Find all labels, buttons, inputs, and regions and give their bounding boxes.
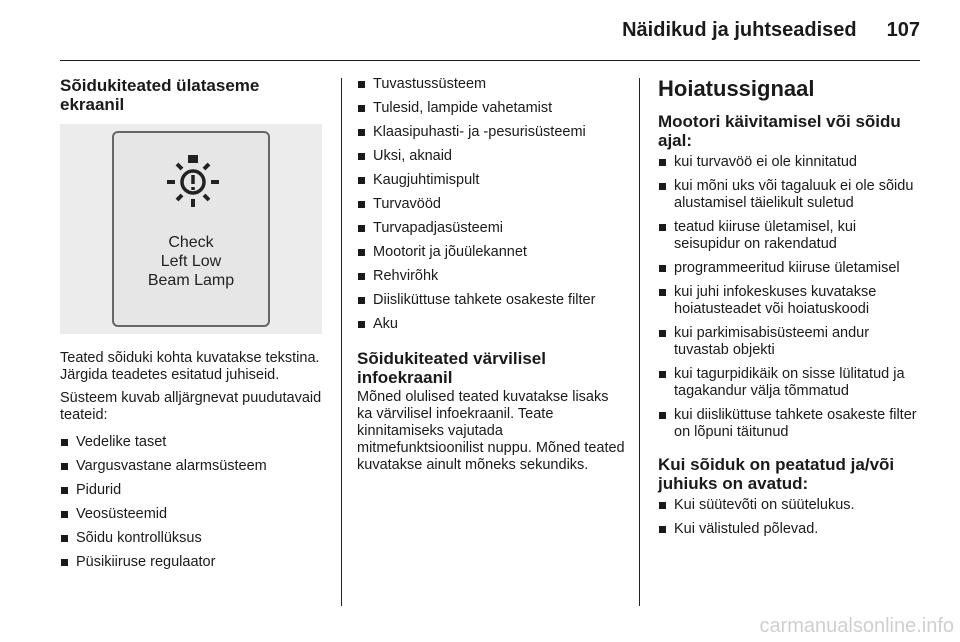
list-item: kui mõni uks või tagaluuk ei ole sõidu alustamisel täielikult suletud [658, 178, 920, 212]
list-item: Püsikiiruse regulaator [60, 554, 322, 571]
display-line: Beam Lamp [147, 272, 235, 289]
list-item: Rehvirõhk [357, 268, 625, 285]
list-item: Kui süütevõti on süütelukus. [658, 497, 920, 514]
warning-list-1 [658, 154, 920, 441]
list-item: Veosüsteemid [60, 506, 322, 523]
list-item: Vedelike taset [60, 434, 322, 451]
list-item: Klaasipuhasti- ja -pesurisüsteemi [357, 124, 625, 141]
page-header [60, 14, 920, 46]
paragraph: Mõned olulised teated kuvatakse lisaks ka värvilisel infoekraanil. Teate kinnitamiseks vajutada mitmefunktsioonilist nuppu. Mõned teated kuvatakse ainult mõneks sekundiks. [357, 389, 625, 473]
display-panel [112, 131, 270, 327]
column-3 [658, 76, 920, 548]
list-item: Aku [357, 316, 625, 333]
header-rule [60, 60, 920, 61]
list-item: Kui välistuled põlevad. [658, 521, 920, 538]
list-item: programmeeritud kiiruse ületamisel [658, 260, 920, 277]
watermark-text: carmanualsonline.info [759, 615, 954, 637]
list-item: Turvapadjasüsteemi [357, 220, 625, 237]
section-title-warning-signal: Hoiatussignaal [658, 76, 815, 101]
list-item: Uksi, aknaid [357, 148, 625, 165]
message-list-continued [357, 76, 625, 333]
column-1 [60, 76, 322, 581]
list-item: Sõidu kontrollüksus [60, 530, 322, 547]
display-line: Left Low [160, 253, 222, 270]
section-heading-color-display: Sõidukiteated värvilisel infoekraanil [357, 349, 546, 387]
list-item: Pidurid [60, 482, 322, 499]
subheading-engine-start: Mootori käivitamisel või sõidu ajal: [658, 112, 901, 150]
column-divider-2 [639, 78, 640, 606]
list-item: Vargusvastane alarmsüsteem [60, 458, 322, 475]
list-item: kui juhi infokeskuses kuvatakse hoiatusteadet või hoiatuskoodi [658, 284, 920, 318]
list-item: Mootorit ja jõuülekannet [357, 244, 625, 261]
list-item: Tuvastussüsteem [357, 76, 625, 93]
display-figure [60, 124, 322, 334]
paragraph: Süsteem kuvab alljärgnevat puudutavaid teateid: [60, 390, 322, 423]
list-item: kui turvavöö ei ole kinnitatud [658, 154, 920, 171]
list-item: kui diisliküttuse tahkete osakeste filter on lõpuni täitunud [658, 407, 920, 441]
section-heading-upper-display: Sõidukiteated ülataseme ekraanil [60, 76, 260, 114]
list-item: Tulesid, lampide vahetamist [357, 100, 625, 117]
paragraph: Teated sõiduki kohta kuvatakse tekstina. Järgida teadetes esitatud juhiseid. [60, 350, 320, 383]
display-message [114, 233, 268, 290]
subheading-vehicle-stopped: Kui sõiduk on peatatud ja/või juhiuks on avatud: [658, 455, 895, 493]
message-list [60, 434, 322, 571]
list-item: Diisliküttuse tahkete osakeste filter [357, 292, 625, 309]
list-item: kui parkimisabisüsteemi andur tuvastab objekti [658, 325, 920, 359]
lamp-warning-icon [163, 151, 223, 211]
list-item: kui tagurpidikäik on sisse lülitatud ja tagakandur välja tõmmatud [658, 366, 920, 400]
page-number: 107 [886, 19, 920, 41]
display-line: Check [168, 234, 214, 251]
list-item: Turvavööd [357, 196, 625, 213]
list-item: Kaugjuhtimispult [357, 172, 625, 189]
warning-list-2 [658, 497, 920, 538]
column-divider-1 [341, 78, 342, 606]
list-item: teatud kiiruse ületamisel, kui seisupidur on rakendatud [658, 219, 920, 253]
column-2 [357, 76, 625, 480]
header-title: Näidikud ja juhtseadised [622, 19, 857, 41]
